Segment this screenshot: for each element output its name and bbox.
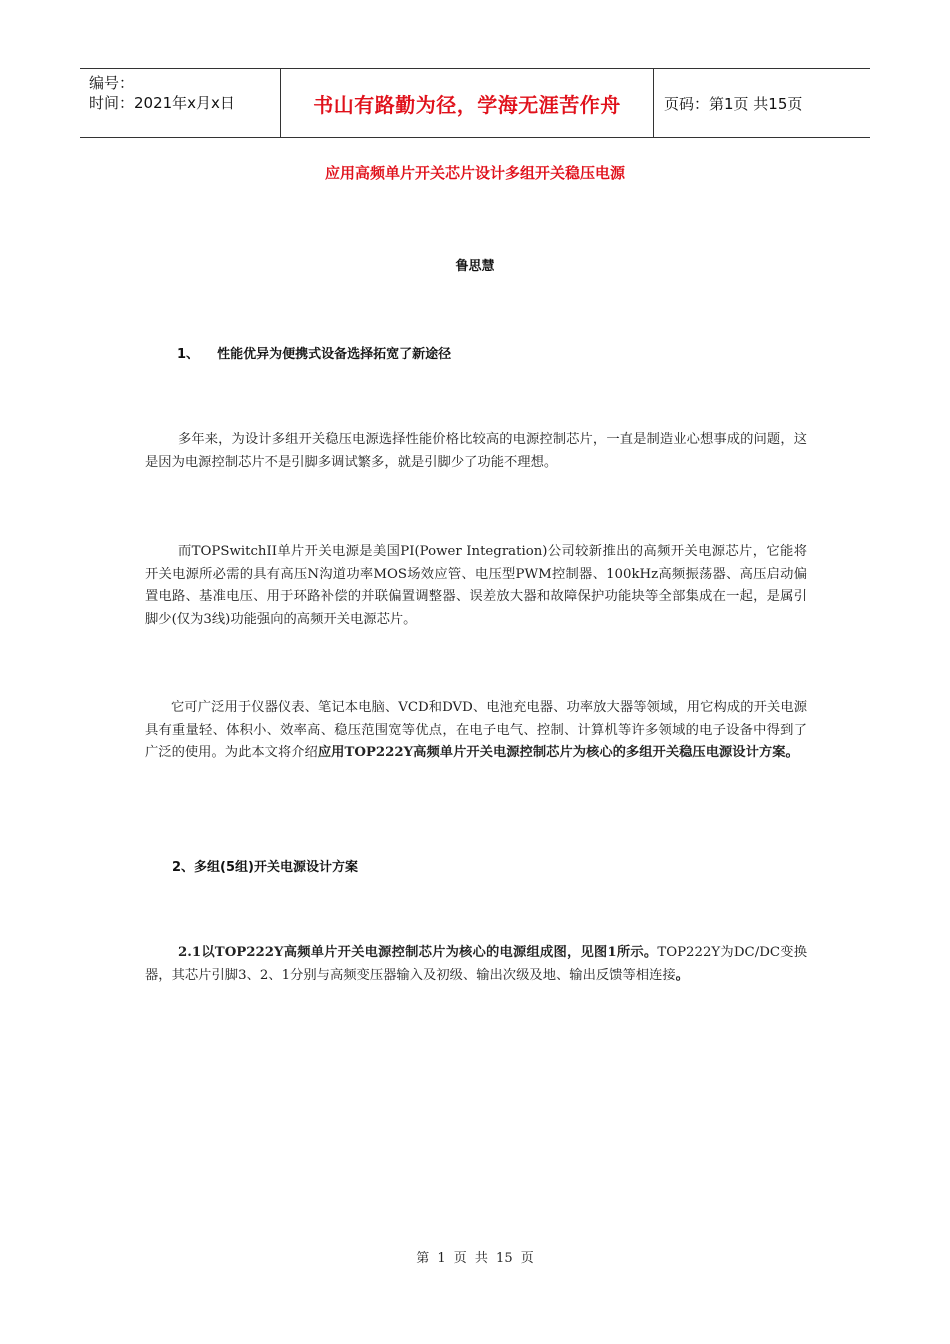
page-header — [80, 68, 870, 138]
page-footer: 第 1 页 共 15 页 — [416, 1251, 534, 1266]
paragraph-4-end: 。 — [675, 967, 689, 983]
paragraph-4-emphasis: 2.1以TOP222Y高频单片开关电源控制芯片为核心的电源组成图，见图1所示。 — [178, 945, 658, 960]
document-title: 应用高频单片开关芯片设计多组开关稳压电源 — [324, 164, 625, 182]
section-1-heading: 1、 性能优异为便携式设备选择拓宽了新途径 — [177, 347, 452, 362]
paragraph-1: 多年来，为设计多组开关稳压电源选择性能价格比较高的电源控制芯片，一直是制造业心想事成的问题，这是因为电源控制芯片不是引脚多调试繁多，就是引脚少了功能不理想。 — [145, 432, 807, 470]
paragraph-4-text: TOP222Y为DC/DC变换器，其芯片引脚3、2、1分别与高频变压器输入及初级、输出次级及地、输出反馈等相连接 — [145, 945, 808, 983]
author-name: 鲁思慧 — [455, 259, 495, 274]
header-meta — [80, 69, 281, 137]
paragraph-4 — [145, 942, 807, 987]
section-2-heading: 2、多组(5组)开关电源设计方案 — [172, 860, 358, 875]
paragraph-3-emphasis: 应用TOP222Y高频单片开关电源控制芯片为核心的多组开关稳压电源设计方案。 — [317, 745, 799, 761]
paragraph-3-text: 它可广泛用于仪器仪表、笔记本电脑、VCD和DVD、电池充电器、功率放大器等领域，用它构成的开关电源具有重量轻、体积小、效率高、稳压范围宽等优点，在电子电气、控制、计算机等许多领域的电子设备中得到了广泛的使用。为此本文将介绍 — [145, 700, 807, 761]
paragraph-2: 而TOPSwitchII单片开关电源是美国PI(Power Integration)公司较新推出的高频开关电源芯片，它能将开关电源所必需的具有高压N沟道功率MOS场效应管、电压型PWM控制器、100kHz高频振荡器、高压启动偏置电路、基准电压、用于环路补偿的并联偏置调整器、误差放大器和故障保护功能块等全部集成在一起，是属引脚少(仅为3线)功能强向的高频开关电源芯片。 — [145, 544, 807, 628]
number-label: 编号： — [89, 74, 135, 92]
time-label: 时间：2021年x月x日 — [89, 94, 235, 112]
header-motto: 书山有路勤为径，学海无涯苦作舟 — [281, 69, 654, 137]
header-page-info: 页码：第1页 共15页 — [664, 94, 803, 113]
paragraph-3 — [145, 697, 807, 765]
